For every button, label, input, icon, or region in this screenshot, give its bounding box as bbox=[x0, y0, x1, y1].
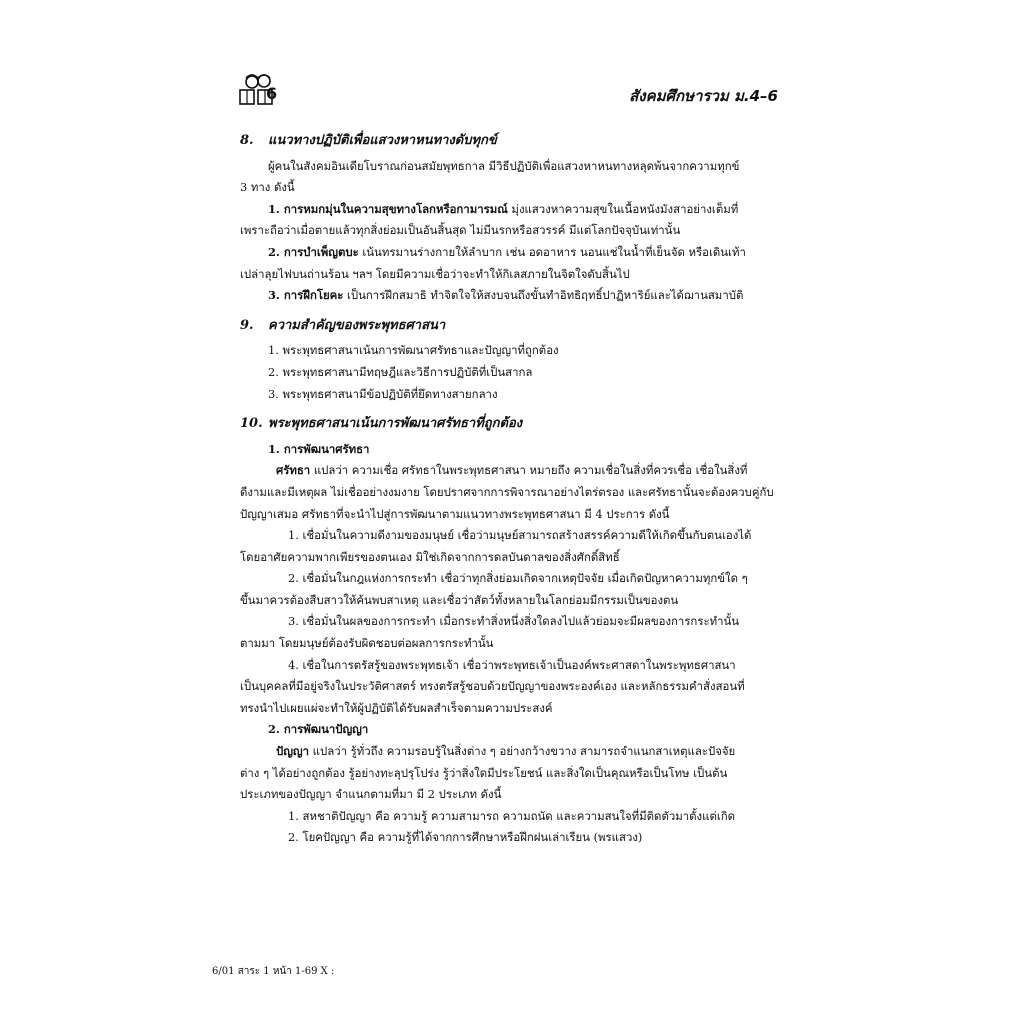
list-item: 2. โยคปัญญา คือ ความรู้ที่ได้จากการศึกษาหรือฝึกฝนเล่าเรียน (พรแสวง) bbox=[288, 830, 643, 845]
list-item-lead: 1. การหมกมุ่นในความสุขทางโลกหรือกามารมณ์ bbox=[268, 201, 508, 216]
list-item-text: เป็นการฝึกสมาธิ ทำจิตใจให้สงบจนถึงขั้นทำอิทธิฤทธิ์ปาฏิหาริย์และได้ฌานสมาบัติ bbox=[343, 288, 744, 303]
list-item bbox=[240, 199, 778, 221]
page-number: 6 bbox=[266, 84, 278, 103]
list-item-lead: 3. การฝึกโยคะ bbox=[268, 288, 344, 303]
section-9-title bbox=[240, 315, 778, 337]
list-item-continuation: ทรงนำไปเผยแผ่จะทำให้ผู้ปฏิบัติได้รับผลสำเร็จตามความประสงค์ bbox=[240, 700, 553, 715]
list-item: 3. เชื่อมั่นในผลของการกระทำ เมื่อกระทำสิ่งหนึ่งสิ่งใดลงไปแล้วย่อมจะมีผลของการกระทำนั้น bbox=[288, 614, 740, 629]
list-item: 2. พระพุทธศาสนามีทฤษฎีและวิธีการปฏิบัติที่เป็นสากล bbox=[268, 364, 533, 379]
subsection-heading: 1. การพัฒนาศรัทธา bbox=[268, 441, 370, 456]
list-item: 1. เชื่อมั่นในความดีงามของมนุษย์ เชื่อว่ามนุษย์สามารถสร้างสรรค์ความดีให้เกิดขึ้นกับตนเองได้ bbox=[288, 528, 752, 543]
term: ศรัทธา bbox=[276, 463, 311, 478]
list-item: 3. พระพุทธศาสนามีข้อปฏิบัติที่ยึดทางสายกลาง bbox=[268, 386, 498, 401]
paragraph: ดีงามและมีเหตุผล ไม่เชื่ออย่างงมงาย โดยปราศจากการพิจารณาอย่างไตร่ตรอง และศรัทธานั้นจะต้องควบคู่กับ bbox=[240, 484, 774, 499]
numbered-list bbox=[240, 340, 778, 405]
section-8-title bbox=[240, 130, 778, 152]
paragraph: ปัญญาเสมอ ศรัทธาที่จะนำไปสู่การพัฒนาตามแนวทางพระพุทธศาสนา มี 4 ประการ ดังนี้ bbox=[240, 506, 670, 521]
list-item-continuation: เปล่าลุยไฟบนถ่านร้อน ฯลฯ โดยมีความเชื่อว่าจะทำให้กิเลสภายในจิตใจดับสิ้นไป bbox=[240, 266, 630, 281]
list-item: 1. พระพุทธศาสนาเน้นการพัฒนาศรัทธาและปัญญาที่ถูกต้อง bbox=[268, 343, 559, 358]
paragraph bbox=[240, 460, 778, 482]
running-head: สังคมศึกษารวม ม.4–6 bbox=[629, 87, 778, 105]
list-item: 4. เชื่อในการตรัสรู้ของพระพุทธเจ้า เชื่อว่าพระพุทธเจ้าเป็นองค์พระศาสดาในพระพุทธศาสนา bbox=[288, 657, 736, 672]
section-10-title bbox=[240, 413, 778, 435]
list-item-continuation: เพราะถือว่าเมื่อตายแล้วทุกสิ่งย่อมเป็นอันสิ้นสุด ไม่มีนรกหรือสวรรค์ มีแต่โลกปัจจุบันเท่านั้น bbox=[240, 223, 681, 238]
term: ปัญญา bbox=[276, 744, 310, 759]
list-item bbox=[240, 285, 778, 307]
list-item-continuation: ขึ้นมาควรต้องสืบสาวให้ค้นพบสาเหตุ และเชื่อว่าสัตว์ทั้งหลายในโลกย่อมมีกรรมเป็นของตน bbox=[240, 592, 679, 607]
subsection-heading: 2. การพัฒนาปัญญา bbox=[268, 722, 369, 737]
list-item-continuation: เป็นบุคคลที่มีอยู่จริงในประวัติศาสตร์ ทรงตรัสรู้ชอบด้วยปัญญาของพระองค์เอง และหลักธรรมคำสั่งสอนที่ bbox=[240, 679, 745, 694]
list-item-continuation: ตามมา โดยมนุษย์ต้องรับผิดชอบต่อผลการกระทำนั้น bbox=[240, 636, 494, 651]
definition-text: แปลว่า ความเชื่อ ศรัทธาในพระพุทธศาสนา หมายถึง ความเชื่อในสิ่งที่ควรเชื่อ เชื่อในสิ่งที่ bbox=[310, 463, 748, 478]
section-heading: ความสำคัญของพระพุทธศาสนา bbox=[268, 317, 446, 333]
paragraph: 3 ทาง ดังนี้ bbox=[240, 180, 295, 195]
list-item bbox=[240, 242, 778, 264]
list-item: 2. เชื่อมั่นในกฎแห่งการกระทำ เชื่อว่าทุกสิ่งย่อมเกิดจากเหตุปัจจัย เมื่อเกิดปัญหาความทุกข์ใด ๆ bbox=[288, 571, 748, 586]
list-item-lead: 2. การบำเพ็ญตบะ bbox=[268, 244, 359, 259]
paragraph: ต่าง ๆ ได้อย่างถูกต้อง รู้อย่างทะลุปรุโปร่ง รู้ว่าสิ่งใดมีประโยชน์ และสิ่งใดเป็นคุณหรือเป็นโทษ เป็นต้น bbox=[240, 765, 728, 780]
section-number: 8. bbox=[240, 133, 254, 148]
paragraph: ประเภทของปัญญา จำแนกตามที่มา มี 2 ประเภท ดังนี้ bbox=[240, 787, 502, 802]
paragraph bbox=[240, 741, 778, 763]
list-item-text: มุ่งแสวงหาความสุขในเนื้อหนังมังสาอย่างเต็มที่ bbox=[507, 201, 739, 216]
footer-note: 6/01 สาระ 1 หน้า 1-69 X : bbox=[212, 966, 335, 977]
section-heading: พระพุทธศาสนาเน้นการพัฒนาศรัทธาที่ถูกต้อง bbox=[268, 416, 523, 432]
section-heading: แนวทางปฏิบัติเพื่อแสวงหาหนทางดับทุกข์ bbox=[268, 133, 497, 148]
list-item-text: เน้นทรมานร่างกายให้ลำบาก เช่น อดอาหาร นอนแช่ในน้ำที่เย็นจัด หรือเดินเท้า bbox=[358, 244, 746, 259]
list-item-continuation: โดยอาศัยความพากเพียรของตนเอง มิใช่เกิดจากการดลบันดาลของสิ่งศักดิ์สิทธิ์ bbox=[240, 549, 620, 564]
page-content bbox=[240, 128, 778, 849]
paragraph: ผู้คนในสังคมอินเดียโบราณก่อนสมัยพุทธกาล มีวิธีปฏิบัติเพื่อแสวงหาหนทางหลุดพ้นจากความทุกข์ bbox=[268, 158, 740, 173]
definition-text: แปลว่า รู้ทั่วถึง ความรอบรู้ในสิ่งต่าง ๆ อย่างกว้างขวาง สามารถจำแนกสาเหตุและปัจจัย bbox=[309, 744, 736, 759]
section-number: 9. bbox=[240, 317, 254, 333]
list-item: 1. สหชาติปัญญา คือ ความรู้ ความสามารถ ความถนัด และความสนใจที่มีติดตัวมาตั้งแต่เกิด bbox=[288, 808, 736, 823]
section-number: 10. bbox=[240, 416, 263, 432]
